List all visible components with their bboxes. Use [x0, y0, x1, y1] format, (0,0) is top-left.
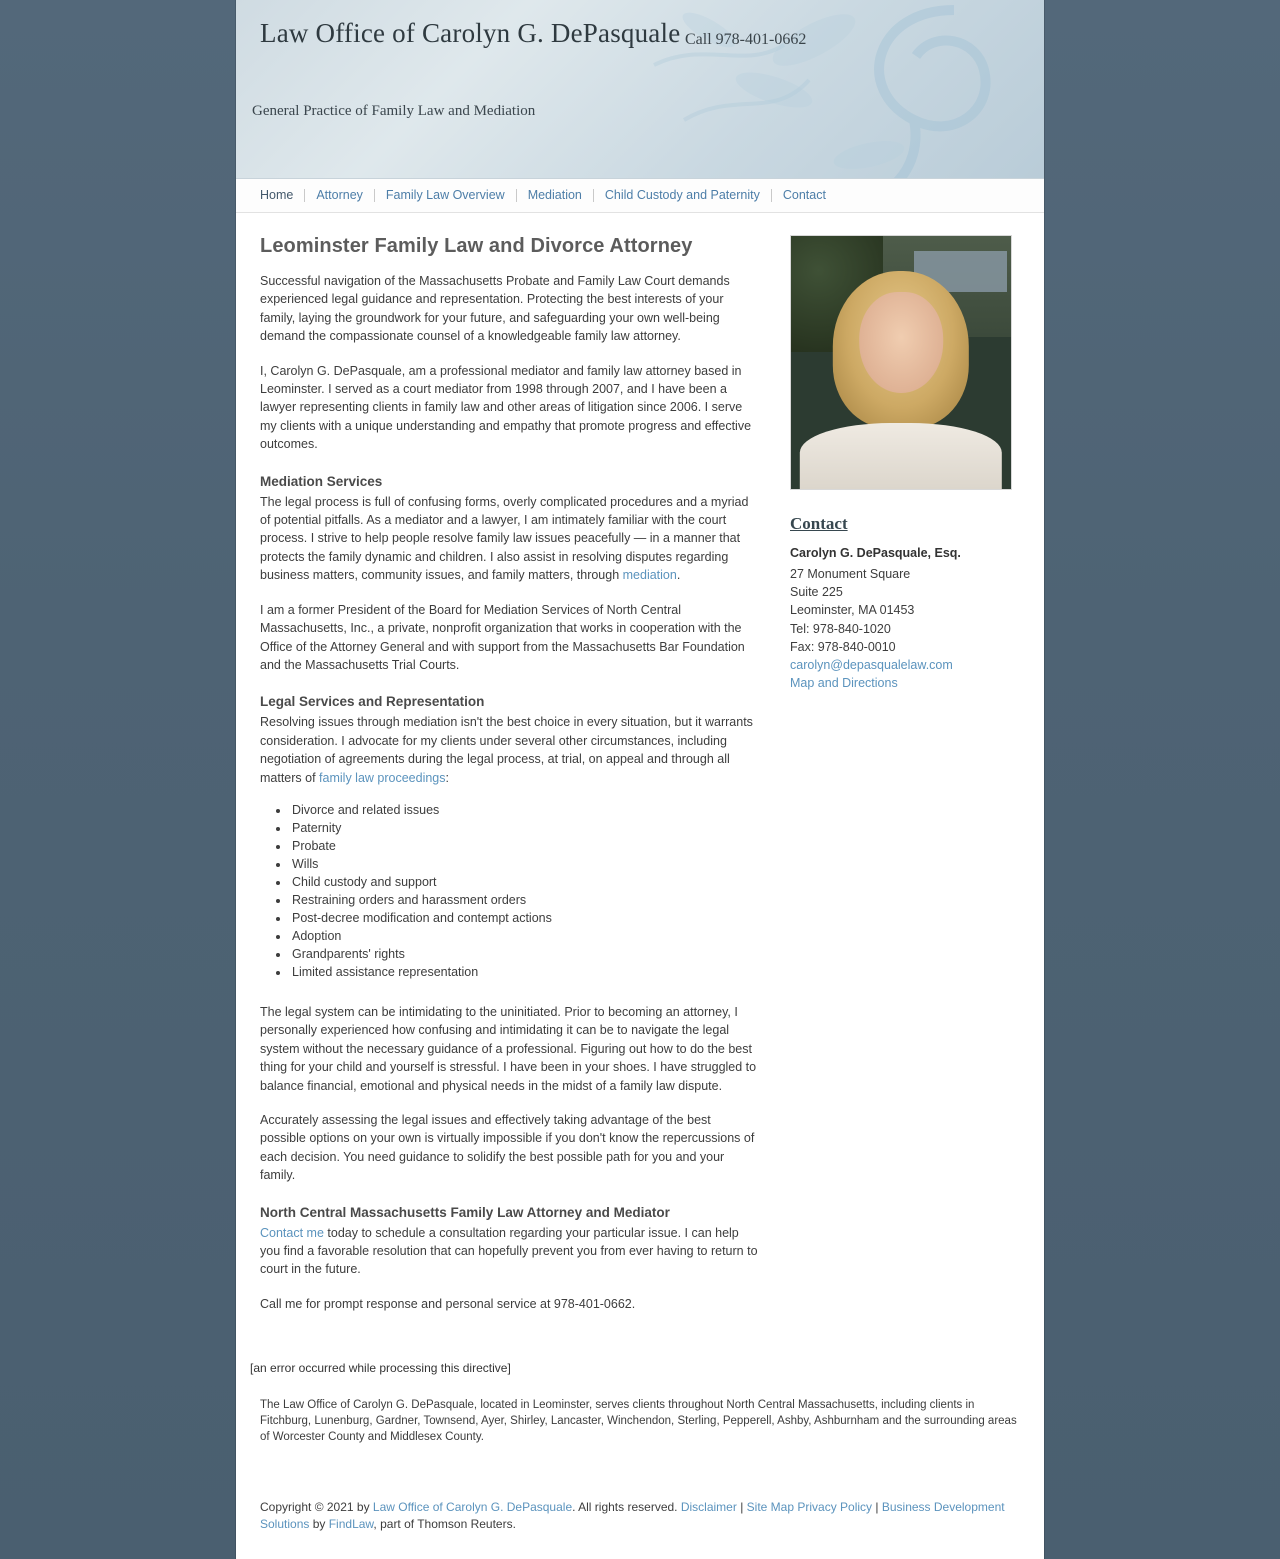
- list-item: • Limited assistance representation: [290, 963, 760, 981]
- nav-item-mediation[interactable]: Mediation: [517, 189, 594, 202]
- directive-error-message: [an error occurred while processing this directive]: [250, 1361, 511, 1376]
- page-wrapper: [236, 0, 1044, 1559]
- firm-name: Law Office of Carolyn G. DePasquale: [260, 18, 681, 48]
- copyright-prefix: Copyright © 2021 by: [260, 1500, 373, 1515]
- header-tagline: General Practice of Family Law and Mediation: [252, 103, 536, 119]
- list-item: • Grandparents' rights: [290, 945, 760, 963]
- contact-heading: Contact: [790, 514, 848, 533]
- intro-paragraph-1: Successful navigation of the Massachusetts Probate and Family Law Court demands experienced legal guidance and representation. Protecting the best interests of your family, laying the groundwork for your future, and safeguarding your own well-being demand the compassionate counsel of a knowledgeable family law attorney.: [260, 274, 730, 344]
- mediation-text-before: The legal process is full of confusing forms, overly complicated procedures and a myriad of potential pitfalls. As a mediator and a lawyer, I am intimately familiar with the court process. I strive to help people resolve family law issues peacefully — in a manner that protects the family dynamic and children. I also assist in resolving disputes regarding business matters, community issues, and family matters, through: [260, 494, 749, 583]
- contact-telephone: Tel: 978-840-1020: [790, 621, 891, 636]
- contact-address-line-2: Suite 225: [790, 585, 843, 600]
- header-phone: Call 978-401-0662: [685, 31, 807, 48]
- legal-services-heading: Legal Services and Representation: [260, 694, 485, 710]
- footer-separator-3: |: [872, 1500, 882, 1515]
- page-title: Leominster Family Law and Divorce Attorney: [260, 235, 693, 257]
- map-directions-row: [790, 674, 1012, 692]
- mediation-link[interactable]: mediation: [622, 568, 677, 583]
- mediation-text-after: .: [676, 568, 681, 583]
- legal-text-before: Resolving issues through mediation isn't the best choice in every situation, but it warrants consideration. I advocate for my clients under several other circumstances, including negotiation of agreements during the legal process, at trial, on appeal and through all matters of: [260, 715, 753, 785]
- contact-me-link[interactable]: Contact me: [260, 1225, 324, 1240]
- content-area: [236, 213, 1044, 1329]
- decorative-swirl-icon: [624, 0, 1044, 179]
- site-header: [236, 0, 1044, 179]
- legal-paragraph-1: [260, 713, 760, 787]
- footer-by-text: by: [309, 1517, 329, 1532]
- copyright-firm-link[interactable]: Law Office of Carolyn G. DePasquale: [372, 1500, 573, 1515]
- main-column: [260, 227, 790, 1329]
- contact-address-line-1: 27 Monument Square: [790, 567, 911, 581]
- photo-face: [859, 292, 943, 393]
- list-item: • Child custody and support: [290, 873, 760, 891]
- closing-heading: North Central Massachusetts Family Law Attorney and Mediator: [260, 1204, 670, 1220]
- seo-service-area-text: The Law Office of Carolyn G. DePasquale, located in Leominster, serves clients throughout North Central Massachusetts, including clients in Fitchburg, Lunenburg, Gardner, Townsend, Ayer, Shirley, Lancaster, Winchendon, Sterling, Pepperell, Ashby, Ashburnham and the surrounding areas of Worcester County and Middlesex County.: [260, 1399, 1017, 1444]
- copyright-rights: . All rights reserved.: [572, 1500, 681, 1515]
- after-list-paragraph-1: The legal system can be intimidating to the uninitiated. Prior to becoming an attorney, I personally experienced how confusing and intimidating it can be to navigate the legal system without the necessary guidance of a professional. Figuring out how to do the best thing for your child and yourself is stressful. I have been in your shoes. I have struggled to balance financial, emotional and physical needs in the midst of a family law dispute.: [260, 1004, 757, 1093]
- contact-address-line-3: Leominster, MA 01453: [790, 603, 915, 618]
- nav-item-home[interactable]: Home: [260, 189, 305, 202]
- list-item: • Adoption: [290, 927, 760, 945]
- privacy-policy-link[interactable]: Privacy Policy: [797, 1500, 873, 1515]
- list-item: • Paternity: [290, 819, 760, 837]
- attorney-photo: [790, 235, 1012, 490]
- business-development-solutions-link[interactable]: Business Development Solutions: [260, 1500, 1005, 1532]
- closing-text-after: today to schedule a consultation regarding your particular issue. I can help you find a favorable resolution that can hopefully prevent you from ever having to return to court in the future.: [260, 1225, 758, 1277]
- contact-email-link[interactable]: carolyn@depasqualelaw.com: [790, 658, 953, 673]
- nav-item-contact[interactable]: Contact: [782, 188, 826, 202]
- services-list: [260, 801, 760, 981]
- closing-paragraph-1: [260, 1224, 760, 1279]
- nav-item-family-law-overview[interactable]: Family Law Overview: [375, 189, 517, 202]
- closing-paragraph-2: Call me for prompt response and personal service at 978-401-0662.: [260, 1296, 636, 1311]
- intro-paragraph-2: I, Carolyn G. DePasquale, am a professional mediator and family law attorney based in Leominster. I served as a court mediator from 1998 through 2007, and I have been a lawyer representing clients in family law and other areas of litigation since 2006. I serve my clients with a unique understanding and empathy that promote progress and effective outcomes.: [260, 363, 752, 452]
- findlaw-link[interactable]: FindLaw: [328, 1517, 374, 1532]
- contact-fax: Fax: 978-840-0010: [790, 639, 896, 654]
- disclaimer-link[interactable]: Disclaimer: [680, 1500, 737, 1515]
- legal-text-after: :: [445, 770, 449, 785]
- map-and-directions-link[interactable]: Map and Directions: [790, 676, 898, 691]
- site-map-link[interactable]: Site Map: [746, 1500, 795, 1515]
- footer-thomson-text: , part of Thomson Reuters.: [373, 1517, 516, 1532]
- list-item: • Probate: [290, 837, 760, 855]
- mediation-services-heading: Mediation Services: [260, 473, 383, 489]
- list-item: • Divorce and related issues: [290, 801, 760, 819]
- contact-name: Carolyn G. DePasquale, Esq.: [790, 546, 961, 560]
- nav-item-attorney[interactable]: Attorney: [305, 189, 375, 202]
- footer-separator-1: |: [736, 1500, 747, 1515]
- contact-email-row: [790, 656, 1012, 674]
- family-law-proceedings-link[interactable]: family law proceedings: [319, 770, 446, 785]
- mediation-paragraph-1: [260, 493, 760, 585]
- copyright-footer: [236, 1445, 1044, 1559]
- main-navigation[interactable]: [236, 179, 1044, 213]
- list-item: • Restraining orders and harassment orders: [290, 891, 760, 909]
- sidebar-column: [790, 227, 1012, 1329]
- after-list-paragraph-2: Accurately assessing the legal issues and effectively taking advantage of the best possible options on your own is virtually impossible if you don't know the repercussions of each decision. You need guidance to solidify the best possible path for you and your family.: [260, 1112, 755, 1183]
- photo-shirt: [800, 423, 1002, 489]
- list-item: • Wills: [290, 855, 760, 873]
- mediation-paragraph-2: I am a former President of the Board for Mediation Services of North Central Massachusetts, Inc., a private, nonprofit organization that works in cooperation with the Office of the Attorney General and with support from the Massachusetts Bar Foundation and the Massachusetts Trial Courts.: [260, 602, 745, 672]
- list-item: • Post-decree modification and contempt actions: [290, 909, 760, 927]
- nav-item-child-custody-and-paternity[interactable]: Child Custody and Paternity: [594, 189, 772, 202]
